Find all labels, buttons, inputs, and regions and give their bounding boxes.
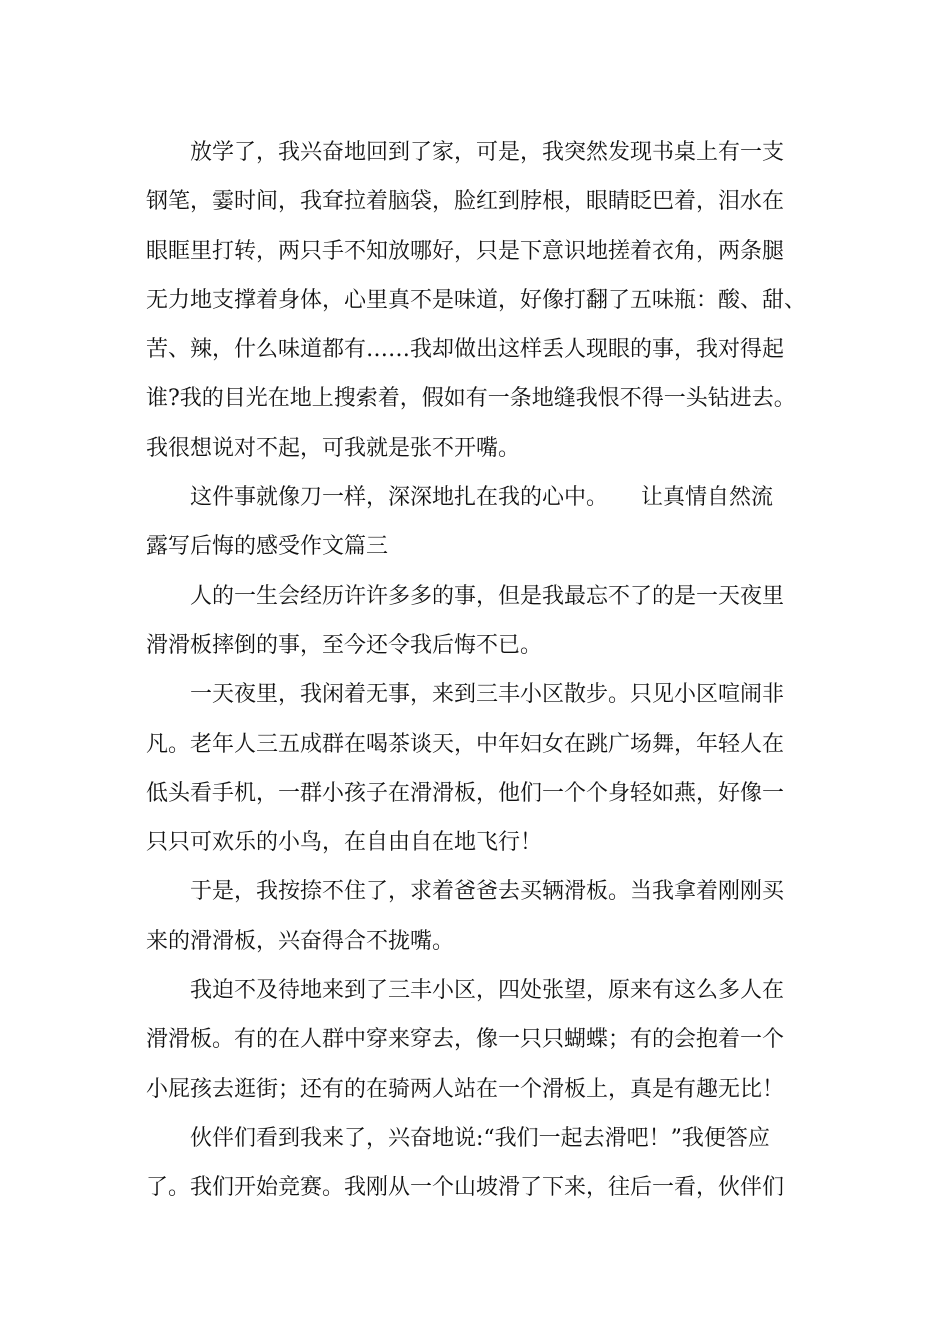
text-line: 这件事就像刀一样，深深地扎在我的心中。 让真情自然流 — [190, 485, 774, 511]
text-line: 我迫不及待地来到了三丰小区，四处张望，原来有这么多人在 — [190, 978, 785, 1004]
text-line: 来的滑滑板，兴奋得合不拢嘴。 — [146, 928, 455, 954]
text-line: 低头看手机，一群小孩子在滑滑板，他们一个个身轻如燕，好像一 — [146, 780, 785, 806]
text-line: 谁?我的目光在地上搜索着，假如有一条地缝我恨不得一头钻进去。 — [146, 386, 796, 412]
text-line: 一天夜里，我闲着无事，来到三丰小区散步。只见小区喧闹非 — [190, 682, 785, 708]
text-line: 放学了，我兴奋地回到了家，可是，我突然发现书桌上有一支 — [190, 140, 785, 165]
text-line: 滑滑板摔倒的事，至今还令我后悔不已。 — [146, 632, 543, 658]
text-line: 钢笔，霎时间，我耷拉着脑袋，脸红到脖根，眼睛眨巴着，泪水在 — [146, 189, 785, 215]
text-line: 眼眶里打转，两只手不知放哪好，只是下意识地搓着衣角，两条腿 — [146, 238, 785, 264]
text-line: 只只可欢乐的小鸟，在自由自在地飞行！ — [146, 830, 543, 856]
text-line: 于是，我按捺不住了，求着爸爸去买辆滑板。当我拿着刚刚买 — [190, 879, 785, 905]
text-line: 无力地支撑着身体，心里真不是味道，好像打翻了五味瓶：酸、甜、 — [146, 287, 807, 313]
text-line: 我很想说对不起，可我就是张不开嘴。 — [146, 435, 521, 461]
text-line: 苦、辣，什么味道都有……我却做出这样丢人现眼的事，我对得起 — [146, 337, 785, 363]
text-line: 伙伴们看到我来了，兴奋地说:“我们一起去滑吧！”我便答应 — [190, 1125, 770, 1151]
text-line: 凡。老年人三五成群在喝茶谈天，中年妇女在跳广场舞，年轻人在 — [146, 731, 785, 757]
text-line: 小屁孩去逛街；还有的在骑两人站在一个滑板上，真是有趣无比！ — [146, 1076, 785, 1102]
text-line: 了。我们开始竞赛。我刚从一个山坡滑了下来，往后一看，伙伴们 — [146, 1175, 785, 1201]
text-line: 露写后悔的感受作文篇三 — [146, 534, 389, 560]
essay-text — [146, 128, 816, 1213]
text-line: 人的一生会经历许许多多的事，但是我最忘不了的是一天夜里 — [190, 583, 785, 609]
text-line: 滑滑板。有的在人群中穿来穿去，像一只只蝴蝶；有的会抱着一个 — [146, 1027, 785, 1053]
